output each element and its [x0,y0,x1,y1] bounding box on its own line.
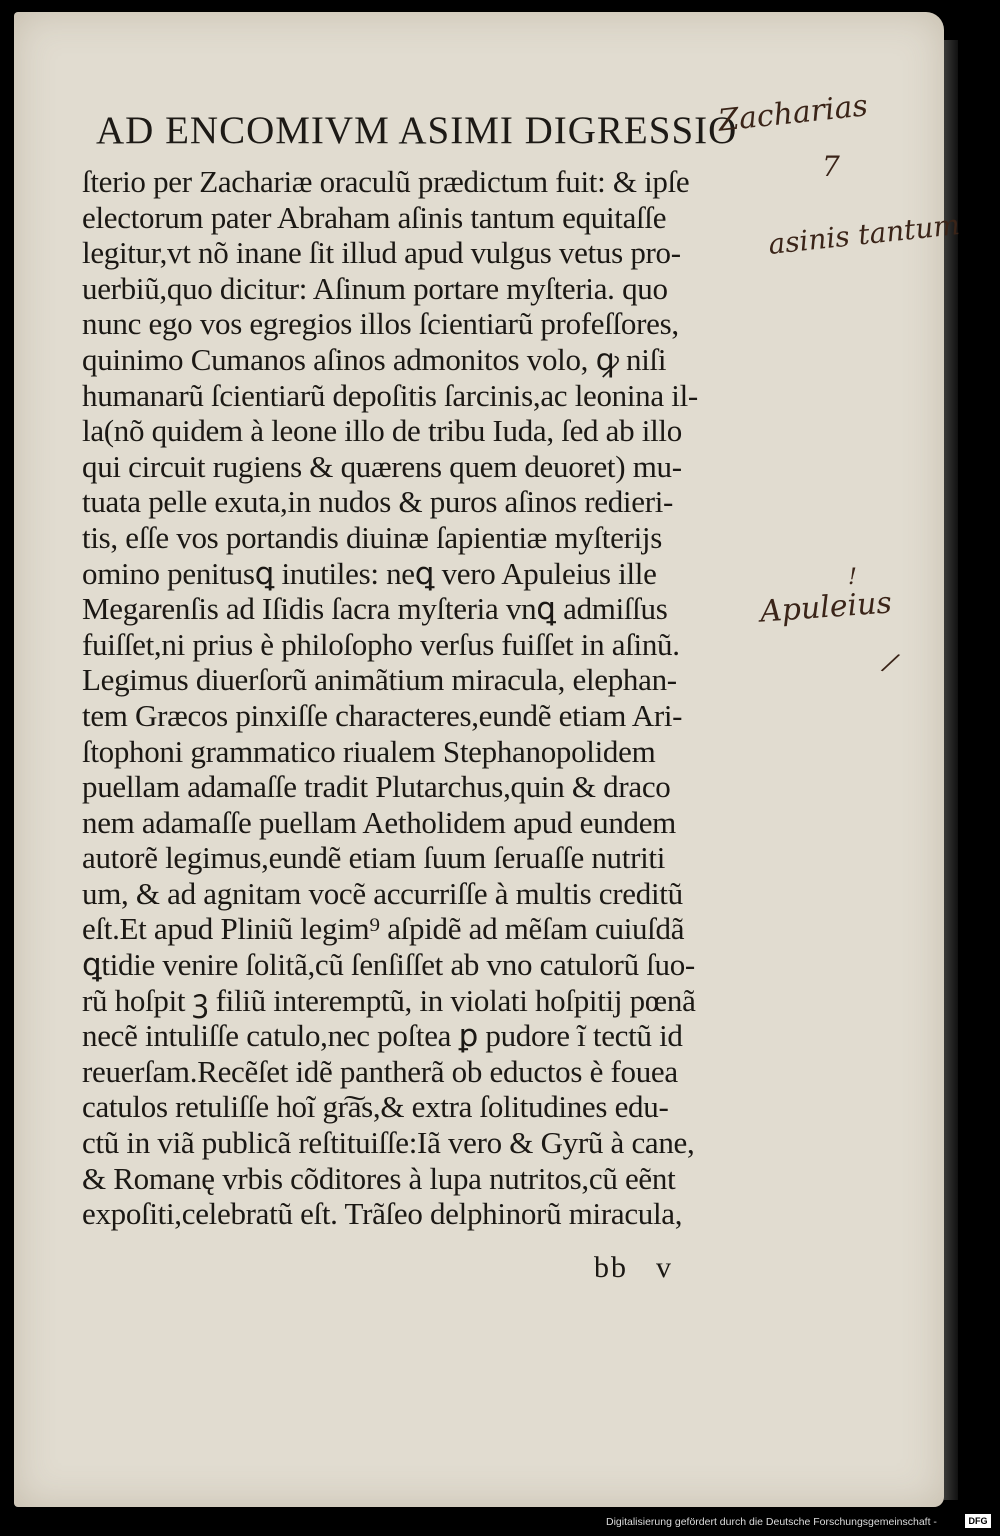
text-line: Megarenſis ad Iſidis ſacra myſteria vnꝗ admiſſus [82,591,668,627]
text-line: Legimus diuerſorũ animãtium miracula, elephan- [82,662,677,698]
text-line: catulos retuliſſe hoĩ gr͠as,& extra ſolitudines edu- [82,1089,669,1125]
marginal-note: 7 [822,150,840,183]
signature-mark [594,1251,673,1285]
text-line: um, & ad agnitam vocẽ accurriſſe à multis creditũ [82,875,683,911]
text-line: ꝗtidie venire ſolitã,cũ ſenſiſſet ab vno catulorũ ſuo- [82,947,695,983]
text-line: rũ hoſpit ꝫ filiũ interemptũ, in violati hoſpitij pœnã [82,982,696,1018]
text-line: la(nõ quidem à leone illo de tribu Iuda, ſed ab illo [82,413,682,449]
body-text [82,164,762,1232]
marginal-note: / [881,647,900,679]
text-line: puellam adamaſſe tradit Plutarchus,quin & draco [82,769,671,805]
text-line: fuiſſet,ni prius è philoſopho verſus fuiſſet in aſinũ. [82,626,680,662]
text-line: legitur,vt nõ inane ſit illud apud vulgus vetus pro- [82,235,681,271]
text-line: & Romanę vrbis cõditores à lupa nutritos,cũ eẽnt [82,1160,676,1196]
text-line: nem adamaſſe puellam Aetholidem apud eundem [82,804,676,840]
signature-number: v [656,1251,673,1284]
marginal-note: ! [848,565,857,590]
text-line: uerbiũ,quo dicitur: Aſinum portare myſteria. quo [82,270,668,306]
text-line: ſtophoni grammatico riualem Stephanopolidem [82,733,656,769]
marginal-note: Zacharias [716,88,870,139]
text-line: tem Græcos pinxiſſe characteres,eundẽ etiam Ari- [82,697,683,733]
running-head: AD ENCOMIVM ASIMI DIGRESSIO [96,109,738,152]
text-line: ctũ in viã publicã reſtituiſſe:Iã vero & Gyrũ à cane, [82,1125,695,1161]
digitization-footer: Digitalisierung gefördert durch die Deutsche Forschungsgemeinschaft - [606,1516,937,1528]
text-line: autorẽ legimus,eundẽ etiam ſuum ſeruaſſe nutriti [82,840,666,876]
signature-letters: bb [594,1251,628,1284]
page-edge [944,40,958,1500]
text-line: expoſiti,celebratũ eſt. Trãſeo delphinorũ miracula, [82,1196,683,1232]
marginal-note: asinis tantum [766,208,962,261]
dfg-logo: DFG [965,1514,991,1528]
text-line: reuerſam.Recẽſet idẽ pantherã ob eductos è fouea [82,1053,678,1089]
text-line: quinimo Cumanos aſinos admonitos volo, ꝙ niſi [82,341,667,377]
text-line: humanarũ ſcientiarũ depoſitis ſarcinis,ac leonina il- [82,377,698,413]
text-line: qui circuit rugiens & quærens quem deuoret) mu- [82,448,682,484]
text-line: electorum pater Abraham aſinis tantum equitaſſe [82,199,667,235]
marginal-note: Apuleius [758,585,893,630]
text-line: omino penitusꝗ inutiles: neꝗ vero Apuleius ille [82,555,657,591]
text-line: nunc ego vos egregios illos ſcientiarũ profeſſores, [82,306,679,342]
text-line: tuata pelle exuta,in nudos & puros aſinos redieri- [82,484,674,520]
text-line: eſt.Et apud Pliniũ legim⁹ aſpidẽ ad mẽſam cuiuſdã [82,911,685,947]
text-line: tis, eſſe vos portandis diuinæ ſapientiæ myſterijs [82,519,662,555]
text-line: ſterio per Zachariæ oraculũ prædictum fuit: & ipſe [82,164,690,199]
text-line: necẽ intuliſſe catulo,nec poſtea ꝑ pudore ĩ tectũ id [82,1018,683,1054]
